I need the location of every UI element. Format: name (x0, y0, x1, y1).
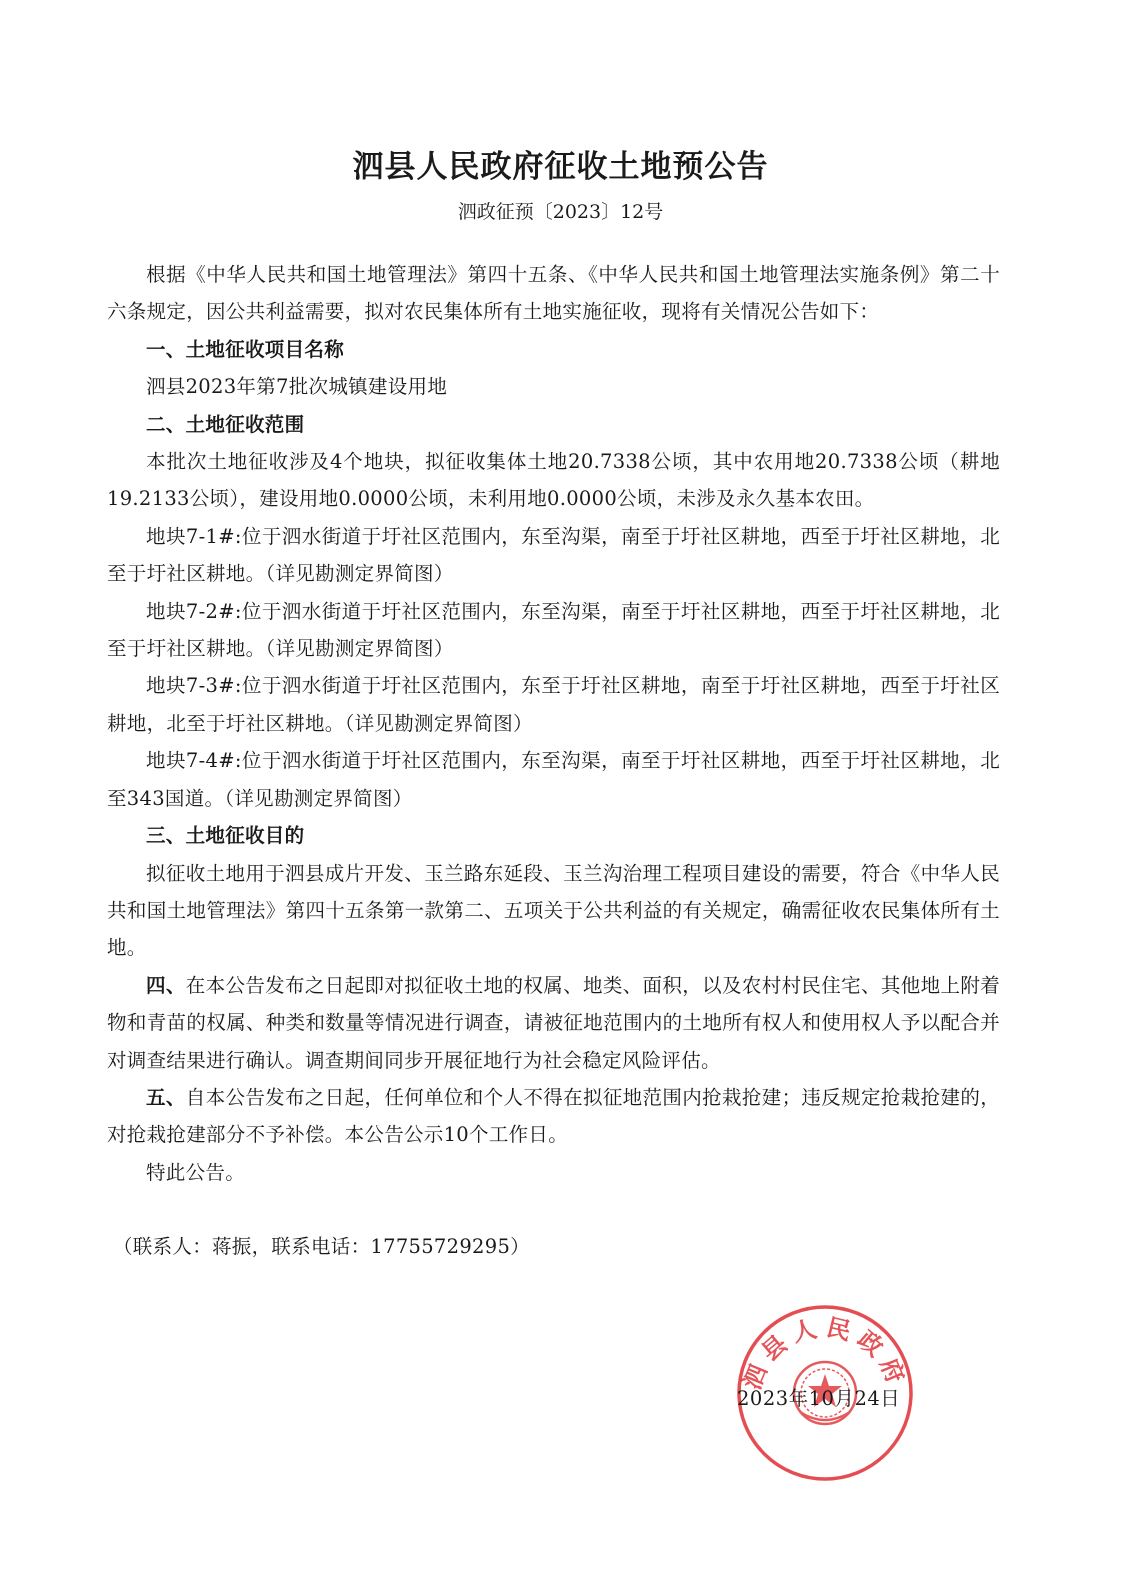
parcel-label: 地块7-4#: (146, 749, 242, 773)
parcel-label: 地块7-2#: (146, 599, 242, 623)
intro-paragraph: 根据《中华人民共和国土地管理法》第四十五条、《中华人民共和国土地管理法实施条例》第二十六条规定，因公共利益需要，拟对农民集体所有土地实施征收，现将有关情况公告如下： (107, 263, 1000, 324)
section-4-paragraph (107, 967, 1000, 1079)
section-5-lead: 五、 (146, 1085, 186, 1109)
parcel-paragraph (107, 667, 1000, 742)
document-number: 泗政征预〔2023〕12号 (457, 201, 664, 223)
closing-text: 特此公告。 (146, 1160, 246, 1184)
parcel-text: 位于泗水街道于圩社区范围内，东至于圩社区耕地，南至于圩社区耕地，西至于圩社区耕地，北至于圩社区耕地。（详见勘测定界简图） (107, 674, 1000, 735)
section-3-heading: 三、土地征收目的 (146, 824, 305, 848)
section-1-heading: 一、土地征收项目名称 (146, 337, 345, 361)
document-date: 2023年10月24日 (737, 1387, 901, 1410)
contact-info: （联系人：蒋振，联系电话：17755729295） (113, 1235, 530, 1258)
parcel-label: 地块7-1#: (146, 524, 242, 548)
section-1-text: 泗县2023年第7批次城镇建设用地 (146, 375, 448, 399)
document-body (107, 256, 1000, 1191)
section-2-text: 本批次土地征收涉及4个地块，拟征收集体土地20.7338公顷，其中农用地20.7338公顷（耕地19.2133公顷），建设用地0.0000公顷，未利用地0.0000公顷，未涉及永久基本农田。 (107, 450, 1000, 511)
parcel-paragraph (107, 742, 1000, 817)
section-5-text: 自本公告发布之日起，任何单位和个人不得在拟征地范围内抢栽抢建；违反规定抢栽抢建的，对抢栽抢建部分不予补偿。本公告公示10个工作日。 (107, 1085, 1000, 1147)
parcel-text: 位于泗水街道于圩社区范围内，东至沟渠，南至于圩社区耕地，西至于圩社区耕地，北至于圩社区耕地。（详见勘测定界简图） (107, 524, 1000, 586)
section-4-lead: 四、 (146, 973, 186, 997)
document-title: 泗县人民政府征收土地预公告 (352, 149, 769, 185)
seal-text: 泗县人民政府 (736, 1312, 914, 1394)
section-3-text: 拟征收土地用于泗县成片开发、玉兰路东延段、玉兰沟治理工程项目建设的需要，符合《中华人民共和国土地管理法》第四十五条第一款第二、五项关于公共利益的有关规定，确需征收农民集体所有土地。 (107, 861, 1000, 960)
parcel-text: 位于泗水街道于圩社区范围内，东至沟渠，南至于圩社区耕地，西至于圩社区耕地，北至343国道。（详见勘测定界简图） (107, 749, 1000, 810)
parcel-label: 地块7-3#: (146, 674, 242, 698)
section-5-paragraph (107, 1079, 1000, 1154)
section-2-heading: 二、土地征收范围 (146, 412, 305, 436)
parcel-paragraph (107, 593, 1000, 668)
parcel-text: 位于泗水街道于圩社区范围内，东至沟渠，南至于圩社区耕地，西至于圩社区耕地，北至于圩社区耕地。（详见勘测定界简图） (107, 599, 1000, 661)
parcel-paragraph (107, 518, 1000, 593)
section-4-text: 在本公告发布之日起即对拟征收土地的权属、地类、面积，以及农村村民住宅、其他地上附着物和青苗的权属、种类和数量等情况进行调查，请被征地范围内的土地所有权人和使用权人予以配合并对调查结果进行确认。调查期间同步开展征地行为社会稳定风险评估。 (107, 973, 1000, 1072)
